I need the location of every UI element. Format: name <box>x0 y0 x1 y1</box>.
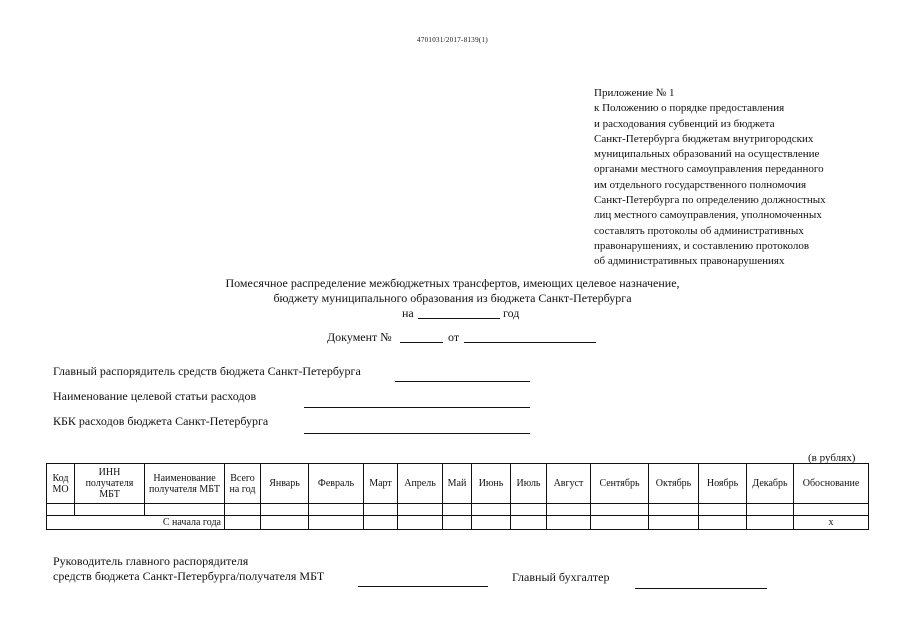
table-cell[interactable] <box>794 504 869 516</box>
table-cell[interactable] <box>261 504 309 516</box>
year-blank[interactable] <box>418 318 500 319</box>
head-signature-label-2: средств бюджета Санкт-Петербурга/получателя МБТ <box>53 569 325 583</box>
column-header: Октябрь <box>649 464 699 504</box>
table-cell[interactable] <box>75 504 145 516</box>
main-manager-label: Главный распорядитель средств бюджета Санкт-Петербурга <box>53 364 361 378</box>
total-label: С начала года <box>47 516 225 530</box>
table-cell[interactable] <box>511 516 547 530</box>
appendix-line: органами местного самоуправления переданного <box>594 163 824 176</box>
head-signature-label-1: Руководитель главного распорядителя <box>53 554 249 568</box>
title-line-1: Помесячное распределение межбюджетных трансфертов, имеющих целевое назначение, <box>225 276 680 290</box>
accountant-label: Главный бухгалтер <box>512 570 610 584</box>
table-cell[interactable] <box>591 504 649 516</box>
table-cell[interactable] <box>472 504 511 516</box>
table-cell[interactable] <box>547 516 591 530</box>
column-header: Декабрь <box>747 464 794 504</box>
column-header: Наименование получателя МБТ <box>145 464 225 504</box>
appendix-line: Санкт-Петербурга бюджетам внутригородских <box>594 132 814 145</box>
table-cell[interactable] <box>649 504 699 516</box>
appendix-line: муниципальных образований на осуществление <box>594 148 820 161</box>
column-header: Код МО <box>47 464 75 504</box>
units-label: (в рублях) <box>808 452 856 464</box>
appendix-line: составлять протоколы об административных <box>594 224 804 237</box>
document-date-label: от <box>448 330 460 344</box>
column-header: Всего на год <box>225 464 261 504</box>
title-line-2: бюджету муниципального образования из бюджета Санкт-Петербурга <box>273 291 632 305</box>
appendix-line: об административных правонарушениях <box>594 255 785 268</box>
document-number: 4701031/2017-8139(1) <box>417 36 488 44</box>
column-header: Январь <box>261 464 309 504</box>
column-header: Обоснование <box>794 464 869 504</box>
table-cell[interactable] <box>591 516 649 530</box>
appendix-line: им отдельного государственного полномочия <box>594 178 807 191</box>
table-cell[interactable] <box>649 516 699 530</box>
kbk-label: КБК расходов бюджета Санкт-Петербурга <box>53 414 269 428</box>
document-date-blank[interactable] <box>464 342 596 343</box>
appendix-line: правонарушениях, и составлению протоколов <box>594 239 810 252</box>
table-cell[interactable] <box>443 504 472 516</box>
document-label: Документ № <box>327 330 392 344</box>
table-cell[interactable] <box>699 516 747 530</box>
table-row <box>47 504 869 516</box>
table-cell[interactable] <box>309 516 364 530</box>
table-cell[interactable] <box>699 504 747 516</box>
table-cell[interactable] <box>309 504 364 516</box>
appendix-line: к Положению о порядке предоставления <box>594 102 785 115</box>
table-cell[interactable] <box>364 504 398 516</box>
column-header: Май <box>443 464 472 504</box>
table-cell[interactable] <box>398 516 443 530</box>
column-header: Февраль <box>309 464 364 504</box>
table-cell[interactable] <box>47 504 75 516</box>
appendix-line: лиц местного самоуправления, уполномоченных <box>594 209 822 222</box>
column-header: Март <box>364 464 398 504</box>
target-article-label: Наименование целевой статьи расходов <box>53 389 257 403</box>
table-cell[interactable] <box>547 504 591 516</box>
head-signature-blank[interactable] <box>358 586 488 587</box>
column-header: Сентябрь <box>591 464 649 504</box>
appendix-line: Санкт-Петербурга по определению должностных <box>594 194 826 207</box>
table-cell[interactable] <box>145 504 225 516</box>
table-cell[interactable] <box>398 504 443 516</box>
table-cell[interactable] <box>225 504 261 516</box>
kbk-blank[interactable] <box>304 433 530 434</box>
document-number-blank[interactable] <box>400 342 443 343</box>
table-cell[interactable] <box>261 516 309 530</box>
appendix-note <box>594 86 894 270</box>
distribution-table <box>46 463 869 530</box>
column-header: Июль <box>511 464 547 504</box>
main-manager-blank[interactable] <box>395 381 530 382</box>
table-header-row <box>47 464 869 504</box>
table-total-row <box>47 516 869 530</box>
column-header: ИНН получателя МБТ <box>75 464 145 504</box>
table-cell[interactable] <box>747 516 794 530</box>
column-header: Ноябрь <box>699 464 747 504</box>
table-cell[interactable] <box>364 516 398 530</box>
table-cell[interactable] <box>747 504 794 516</box>
year-prefix: на <box>402 306 414 320</box>
column-header: Апрель <box>398 464 443 504</box>
appendix-line: и расходования субвенций из бюджета <box>594 117 775 130</box>
column-header: Август <box>547 464 591 504</box>
table-cell[interactable] <box>443 516 472 530</box>
appendix-line: Приложение № 1 <box>594 87 675 99</box>
table-cell[interactable] <box>225 516 261 530</box>
x-mark: х <box>794 516 869 530</box>
column-header: Июнь <box>472 464 511 504</box>
table-cell[interactable] <box>472 516 511 530</box>
table-cell[interactable] <box>511 504 547 516</box>
accountant-signature-blank[interactable] <box>635 588 767 589</box>
year-suffix: год <box>503 306 520 320</box>
target-article-blank[interactable] <box>304 407 530 408</box>
